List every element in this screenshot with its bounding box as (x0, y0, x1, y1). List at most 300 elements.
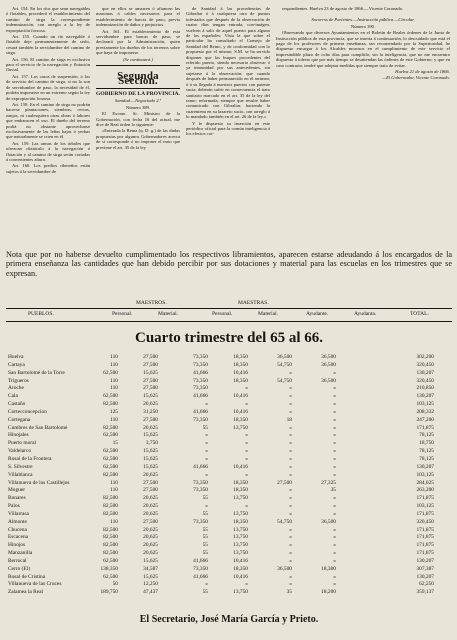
table-cell: 82,500 (103, 401, 118, 408)
table-cell: 62,500 (103, 463, 118, 470)
paragraph: Art. 156. El camino de sirga es exclusivo para el servicio de la navegación y flotación fluvial. (6, 56, 90, 73)
table-cell: 20,625 (143, 503, 158, 510)
table-cell: 73,350 (193, 385, 208, 392)
table-cell: 54,750 (277, 361, 292, 368)
paragraph: Art. 159. Las ramas de los árboles que ofrezcan obstáculo á la navegación ó flotación y al camino de sirga serán cortadas á convenientes altura. (6, 140, 90, 162)
table-cell: » (289, 487, 292, 494)
table-cell: » (245, 448, 248, 455)
table-row (6, 401, 452, 409)
table-cell: 27,500 (143, 361, 158, 368)
table-cell: » (333, 440, 336, 447)
table-cell: 13,750 (233, 510, 248, 517)
section-headline: Segunda Seccion. (117, 70, 159, 88)
table-cell: 171,875 (416, 542, 434, 549)
table-cell: » (289, 534, 292, 541)
table-cell: 41,666 (193, 463, 208, 470)
table-cell: 20,625 (143, 424, 158, 431)
paragraph: Art. 155. Cuando un río navegable ó flotable deje permanentemente de serlo, cesará también la servidumbre del camino de sirga. (6, 34, 90, 56)
table-cell: 13,750 (233, 526, 248, 533)
pueblo-name: Rosal de Cristina (8, 573, 46, 580)
table-cell: 41,666 (193, 393, 208, 400)
table-cell: 13,750 (233, 589, 248, 596)
paragraph: Art. 158. En el camino de sirga no podrán hacerse plantaciones, siembras, cercas, zanjas, ni cualesquiera otras obras ó labores que embaracen el uso. El dueño del terreno podrá no obstante aprovecharse exclusivamente de las leñas bajas ó yerbas que naturalmente se crien en él. (6, 101, 90, 140)
continuation-note: (Se continuará.) (123, 56, 153, 62)
table-cell: 110 (110, 518, 118, 525)
table-cell: 10,416 (233, 393, 248, 400)
table-cell: 55 (202, 526, 208, 533)
col-material-maestras: Material. (258, 311, 279, 317)
table-cell: 82,500 (103, 550, 118, 557)
table-cell: 10,416 (233, 573, 248, 580)
table-cell: 302,200 (416, 354, 434, 360)
pueblo-name: Chucena (8, 526, 27, 533)
table-cell: 110 (110, 377, 118, 384)
table-cell: 13,750 (233, 424, 248, 431)
table-cell: 62,500 (103, 455, 118, 462)
table-cell: 110 (110, 487, 118, 494)
table-cell: » (289, 448, 292, 455)
table-row (6, 550, 452, 558)
table-cell: 27,500 (143, 416, 158, 423)
col-personal-maestros: Personal. (112, 311, 133, 317)
col-material-maestros: Material. (158, 311, 179, 317)
table-cell: 73,350 (193, 354, 208, 360)
table-cell: » (205, 503, 208, 510)
table-cell: 10,416 (233, 369, 248, 376)
pueblo-name: Cumbres de San Bartolomé (8, 424, 68, 431)
pueblo-name: Rosal de la Frontera (8, 455, 52, 462)
table-cell: » (289, 550, 292, 557)
table-cell: 27,500 (143, 479, 158, 486)
pueblo-name: Trigueros (8, 377, 29, 384)
table-cell: 130,207 (416, 393, 434, 400)
table-cell: » (333, 581, 336, 588)
pueblo-name: Cartaya (8, 361, 25, 368)
numero-label: Número 389. (125, 104, 151, 110)
table-cell: » (333, 401, 336, 408)
col-pueblos: PUEBLOS. (28, 311, 54, 317)
table-cell: 73,350 (193, 416, 208, 423)
table-cell: 73,350 (193, 377, 208, 384)
table-cell: » (333, 557, 336, 564)
table-cell: » (333, 432, 336, 439)
table-row (6, 417, 452, 425)
table-cell: 13,750 (233, 550, 248, 557)
table-cell: 284,025 (416, 479, 434, 486)
group-maestras: MAESTRAS. (238, 300, 269, 306)
table-cell: » (289, 503, 292, 510)
paragraph: respondientes. Huelva 23 de agosto de 1866.—Vicente Coronado. (282, 6, 404, 11)
pueblo-name: Cortecconcepcion (8, 408, 47, 415)
table-cell: » (333, 424, 336, 431)
table-cell: » (333, 471, 336, 478)
table-cell: 36,500 (321, 361, 336, 368)
table-cell: 130,207 (416, 463, 434, 470)
table-cell: 103,125 (416, 471, 434, 478)
table-cell: 138,350 (100, 565, 118, 572)
table-cell: 47,437 (143, 589, 158, 596)
pueblo-name: Cerro (El) (8, 565, 31, 572)
table-cell: » (245, 432, 248, 439)
table-column-header (6, 308, 452, 322)
table-cell: » (289, 557, 292, 564)
trimester-title: Cuarto trimestre del 65 al 66. (134, 330, 323, 346)
negociado-label: Sanidad.—Negociado 2.º (114, 98, 162, 104)
table-cell: 73,350 (193, 565, 208, 572)
table-cell: 82,500 (103, 526, 118, 533)
table-cell: 55 (202, 534, 208, 541)
table-row (6, 574, 452, 582)
table-cell: 62,500 (103, 573, 118, 580)
table-cell: 15,625 (143, 557, 158, 564)
table-row (6, 448, 452, 456)
table-cell: » (245, 401, 248, 408)
table-row (6, 487, 452, 495)
table-cell: 55 (202, 550, 208, 557)
pueblo-name: Valdelarco (8, 448, 32, 455)
pueblo-name: Palos (8, 503, 20, 510)
table-cell: 36,500 (277, 565, 292, 572)
table-cell: 20,625 (143, 526, 158, 533)
table-cell: 82,500 (103, 424, 118, 431)
table-cell: 41,666 (193, 557, 208, 564)
table-cell: » (289, 526, 292, 533)
table-cell: 130,207 (416, 557, 434, 564)
table-cell: » (289, 455, 292, 462)
table-row (6, 409, 452, 417)
table-cell: 36,500 (321, 518, 336, 525)
table-cell: 27,500 (143, 385, 158, 392)
table-cell: 62,250 (419, 581, 434, 588)
table-cell: 110 (110, 361, 118, 368)
table-cell: » (205, 471, 208, 478)
table-cell: » (245, 581, 248, 588)
pueblo-name: Cortegana (8, 416, 31, 423)
table-cell: » (333, 408, 336, 415)
table-cell: 27,325 (321, 479, 336, 486)
pueblo-name: Bonares (8, 495, 26, 502)
table-cell: 15,625 (143, 393, 158, 400)
table-row (6, 519, 452, 527)
table-cell: 171,875 (416, 550, 434, 557)
table-row (6, 385, 452, 393)
table-header (6, 298, 452, 326)
paragraph: Art. 154. En los ríos que sean navegables ó flotables, procederá el establecimiento del camino de sirga la correspondiente indemnización, con arreglo a la ley de expropiación forzosa. (6, 6, 90, 33)
circular-title: Socorros de Parientes.—Instrucción pública.—Circular. (311, 17, 415, 23)
table-cell: 62,500 (103, 557, 118, 564)
table-cell: 210,850 (416, 385, 434, 392)
table-cell: » (289, 440, 292, 447)
table-cell: 82,500 (103, 471, 118, 478)
table-cell: 20,625 (143, 550, 158, 557)
table-cell: » (245, 440, 248, 447)
table-row (6, 432, 452, 440)
table-cell: 12,250 (143, 581, 158, 588)
table-cell: 62,500 (103, 369, 118, 376)
table-cell: 73,350 (193, 479, 208, 486)
pueblo-name: Hinojos (8, 542, 26, 549)
table-cell: 36,500 (321, 377, 336, 384)
table-cell: » (245, 471, 248, 478)
pueblo-name: Manzanilla (8, 550, 33, 557)
table-cell: » (333, 393, 336, 400)
pueblo-name: Almonte (8, 518, 27, 525)
table-cell: 54,750 (277, 377, 292, 384)
pueblo-name: Puerto moral (8, 440, 36, 447)
table-cell: » (333, 455, 336, 462)
pueblo-name: Aroche (8, 385, 24, 392)
pueblo-name: Zalamea la Real (8, 589, 44, 596)
table-cell: » (245, 385, 248, 392)
table-cell: » (333, 550, 336, 557)
table-cell: 27,500 (143, 354, 158, 360)
table-cell: 20,625 (143, 401, 158, 408)
paragraph: Art. 161. El establecimiento de esta servidumbre para barcas de paso, se declarará por la Administración, quien previamente los dueños de los terrenos sobre que haya de imponerse. (96, 28, 180, 56)
table-cell: 110 (110, 416, 118, 423)
paragraph: Y le dispuesto su inserción en este periódico oficial para la común inteligencia á los efectos cor- (186, 120, 270, 137)
table-cell: 171,875 (416, 534, 434, 541)
paragraph: Art. 157. Los casos de suspensión, ó los de servicio del camino de sirga, si no lo son de servidumbre de paso, la necesidad de él, podrán imponerse en un extremo según la ley de expropiación forzosa. (6, 73, 90, 101)
divider (96, 65, 180, 66)
pueblo-name: Moguer (8, 487, 26, 494)
table-cell: » (333, 385, 336, 392)
signature-line: —El Gobernador, Vicente Coronado. (381, 75, 450, 81)
table-row (6, 558, 452, 566)
table-cell: 20,625 (143, 534, 158, 541)
table-cell: 41,666 (193, 573, 208, 580)
table-cell: 18,350 (233, 518, 248, 525)
table-cell: 18 (286, 416, 292, 423)
table-cell: » (333, 503, 336, 510)
table-cell: 31,250 (143, 408, 158, 415)
table-cell: 10,416 (233, 408, 248, 415)
table-cell: 20,625 (143, 542, 158, 549)
table-cell: » (289, 369, 292, 376)
table-cell: 15,625 (143, 432, 158, 439)
paragraph: Art. 160. Los predios ribereños están sujetos á la servidumbre de (6, 163, 90, 174)
table-row (6, 378, 452, 386)
table-cell: 34,587 (143, 565, 158, 572)
table-cell: » (245, 503, 248, 510)
table-row (6, 440, 452, 448)
pueblo-name: Castaño (8, 401, 26, 408)
table-cell: 41,666 (193, 369, 208, 376)
table-cell: » (333, 573, 336, 580)
table-cell: » (289, 401, 292, 408)
table-cell: » (205, 440, 208, 447)
table-cell: 54,750 (277, 518, 292, 525)
table-row (6, 581, 452, 589)
table-cell: 125 (109, 408, 118, 415)
pueblo-name: Cala (8, 393, 18, 400)
table-cell: » (333, 463, 336, 470)
table-cell: 171,875 (416, 495, 434, 502)
table-cell: 15,625 (143, 463, 158, 470)
table-cell: 55 (202, 589, 208, 596)
table-cell: 41,666 (193, 408, 208, 415)
table-cell: 110 (110, 479, 118, 486)
table-cell: 110 (110, 385, 118, 392)
table-cell: 171,875 (416, 510, 434, 517)
pueblo-name: S. Silvestre (8, 463, 33, 470)
table-cell: 171,875 (416, 424, 434, 431)
table-cell: » (205, 448, 208, 455)
table-cell: 13,750 (233, 495, 248, 502)
table-cell: 18,350 (233, 565, 248, 572)
table-cell: 62,500 (103, 393, 118, 400)
table-row (6, 354, 452, 362)
table-cell: 82,500 (103, 503, 118, 510)
pueblo-name: Escacena (8, 534, 29, 541)
table-row (6, 589, 452, 597)
table-cell: 36,500 (277, 354, 292, 360)
table-cell: 263,200 (416, 487, 434, 494)
table-row (6, 527, 452, 535)
table-cell: 18,350 (233, 487, 248, 494)
col-ayudante: Ayudante. (306, 311, 329, 317)
table-cell: 320,450 (416, 377, 434, 384)
table-cell: 320,450 (416, 518, 434, 525)
government-heading: GOBIERNO DE LA PROVINCIA. (96, 90, 180, 97)
table-row (6, 480, 452, 488)
table-cell: 307,387 (416, 565, 434, 572)
table-cell: 82,500 (103, 510, 118, 517)
table-cell: 27,500 (143, 487, 158, 494)
table-cell: » (333, 416, 336, 423)
pueblo-name: Hinojales (8, 432, 29, 439)
table-row (6, 456, 452, 464)
table-row (6, 362, 452, 370)
table-row (6, 464, 452, 472)
table-cell: » (289, 424, 292, 431)
text-columns (6, 6, 452, 246)
column-2 (96, 6, 180, 151)
table-cell: » (205, 455, 208, 462)
table-cell: » (333, 369, 336, 376)
table-cell: » (205, 401, 208, 408)
table-cell: » (289, 385, 292, 392)
table-cell: » (333, 495, 336, 502)
table-cell: 20,625 (143, 495, 158, 502)
table-row (6, 534, 452, 542)
table-cell: 27,500 (143, 518, 158, 525)
column-3 (186, 6, 270, 138)
table-cell: » (289, 432, 292, 439)
group-maestros: MAESTROS. (136, 300, 167, 306)
table-cell: 18,350 (233, 479, 248, 486)
table-cell: 208,332 (416, 408, 434, 415)
table-cell: 171,875 (416, 526, 434, 533)
table-cell: 27,500 (277, 479, 292, 486)
divider (96, 88, 180, 89)
table-row (6, 472, 452, 480)
table-cell: 18,300 (321, 565, 336, 572)
table-body (6, 354, 452, 597)
table-group-header (6, 298, 452, 306)
table-cell: 18,350 (233, 354, 248, 360)
table-cell: 15 (112, 440, 118, 447)
table-cell: 36,500 (321, 354, 336, 360)
table-cell: 55 (202, 495, 208, 502)
table-cell: 15,625 (143, 448, 158, 455)
table-row (6, 566, 452, 574)
pueblo-name: Villanueva de los Castillejos (8, 479, 70, 486)
table-row (6, 511, 452, 519)
paragraph: de Sanidad á las procedencias de Gibraltar ó á cualquiera otra de puntos infestados que después de la observación de cuatro días tengan entrada, con-imágen, vuelven á salir de aquel puerto para alguno de los españoles: Vista la que sobre el particular ha consultado el Consejo de Sanidad del Reino, y de conformidad con lo propuesto por el mismo; S.M. se ha servido disponer que los buques procedentes del referido puerto, siendo necesario observar ó ya inmunidad por sus antecedentes, sin sujetarse á la observación; que cuando después de haber permanecido en él arrimen, ó á su llegada á nuestros puertos con patente sucia, deberán sufrir en consecuencia el trato sanitario marcado en el art. 35 de la ley del ramo; reformada, siempre que resulte haber comunicado con Gibraltar, haciendo la cuarentena en su lazareto sucio, con arreglo á lo mandado también en el art. 26 de la ley.» (186, 6, 270, 120)
table-cell: 13,750 (233, 542, 248, 549)
table-cell: » (289, 471, 292, 478)
table-cell: 73,350 (193, 361, 208, 368)
table-cell: 10,416 (233, 463, 248, 470)
table-row (6, 425, 452, 433)
table-row (6, 370, 452, 378)
table-cell: 20,625 (143, 510, 158, 517)
table-row (6, 393, 452, 401)
table-cell: 78,125 (419, 455, 434, 462)
pueblo-name: Berrocal (8, 557, 27, 564)
table-cell: » (205, 581, 208, 588)
pueblo-name: Huelva (8, 354, 24, 360)
col-personal-maestras: Personal. (212, 311, 233, 317)
table-cell: 247,200 (416, 416, 434, 423)
paragraph: Observando que diversos Ayuntamientos en el Boletín de Reales órdenes de la Junta de Instrucción pública de esta provincia, que se inserta á continuación, lo descuidado que está el pago de los profesores de primera enseñanza, tan recomendado por la Superioridad, he dispuesto encargar á los Alcaldes morosos en el cumplimiento de este servicio el impresindible plazo de ocho días para cumplirlo; sin la inteligencia, que no me encuentro dispuesto á tolerar que por más tiempo se desatiendan las órdenes de este Gobierno; y que en caso contrario, tendré que adoptar medidas que siempre trato de evitar. (276, 30, 450, 68)
table-cell: 15,625 (143, 573, 158, 580)
table-cell: » (289, 510, 292, 517)
table-cell: 18,350 (233, 361, 248, 368)
numero-label: Número 390. (350, 23, 376, 29)
secretary-signature: El Secretario, José María García y Prieto. (139, 614, 319, 625)
nota-paragraph: Nota que por no haberse devuelto cumplimentado los respectivos libramientos, aparecen estarse adeudando á los encargados de la primera enseñanza las cantidades que han debido percibir por sus dotaciones y material para las escuelas en los trimestres que se expresan. (6, 250, 452, 278)
table-cell: 55 (202, 542, 208, 549)
table-cell: 110 (110, 354, 118, 360)
table-cell: 189,750 (100, 589, 118, 596)
table-cell: » (289, 495, 292, 502)
table-row (6, 495, 452, 503)
table-cell: » (333, 510, 336, 517)
pueblo-name: Villablanca (8, 471, 33, 478)
pueblo-name: Villarrasa (8, 510, 29, 517)
col-total: TOTAL. (410, 311, 429, 317)
table-cell: 82,500 (103, 495, 118, 502)
newspaper-page (6, 6, 452, 636)
table-cell: » (289, 581, 292, 588)
table-cell: 73,350 (193, 487, 208, 494)
table-cell: » (333, 534, 336, 541)
table-cell: 73,350 (193, 518, 208, 525)
date-line: Huelva 21 de agosto de 1866. (395, 69, 450, 75)
table-cell: » (289, 393, 292, 400)
table-row (6, 503, 452, 511)
table-cell: » (289, 573, 292, 580)
table-cell: » (289, 542, 292, 549)
paragraph: El Excmo. Sr. Ministro de la Gobernación, con fecha 16 del actual, me dice de Real órden lo siguiente: (96, 111, 180, 127)
column-4 (276, 6, 450, 82)
pueblo-name: Villanueva de las Cruces (8, 581, 62, 588)
table-cell: 50 (112, 581, 118, 588)
column-1 (6, 6, 90, 175)
table-cell: 62,500 (103, 432, 118, 439)
table-cell: 130,207 (416, 369, 434, 376)
table-cell: 18,200 (321, 589, 336, 596)
table-cell: 18,750 (419, 440, 434, 447)
table-cell: 35 (286, 589, 292, 596)
table-cell: 103,125 (416, 401, 434, 408)
table-cell: 62,500 (103, 448, 118, 455)
table-cell: 3,750 (145, 440, 158, 447)
table-cell: 15,625 (143, 455, 158, 462)
table-cell: 320,450 (416, 361, 434, 368)
table-cell: 82,500 (103, 542, 118, 549)
